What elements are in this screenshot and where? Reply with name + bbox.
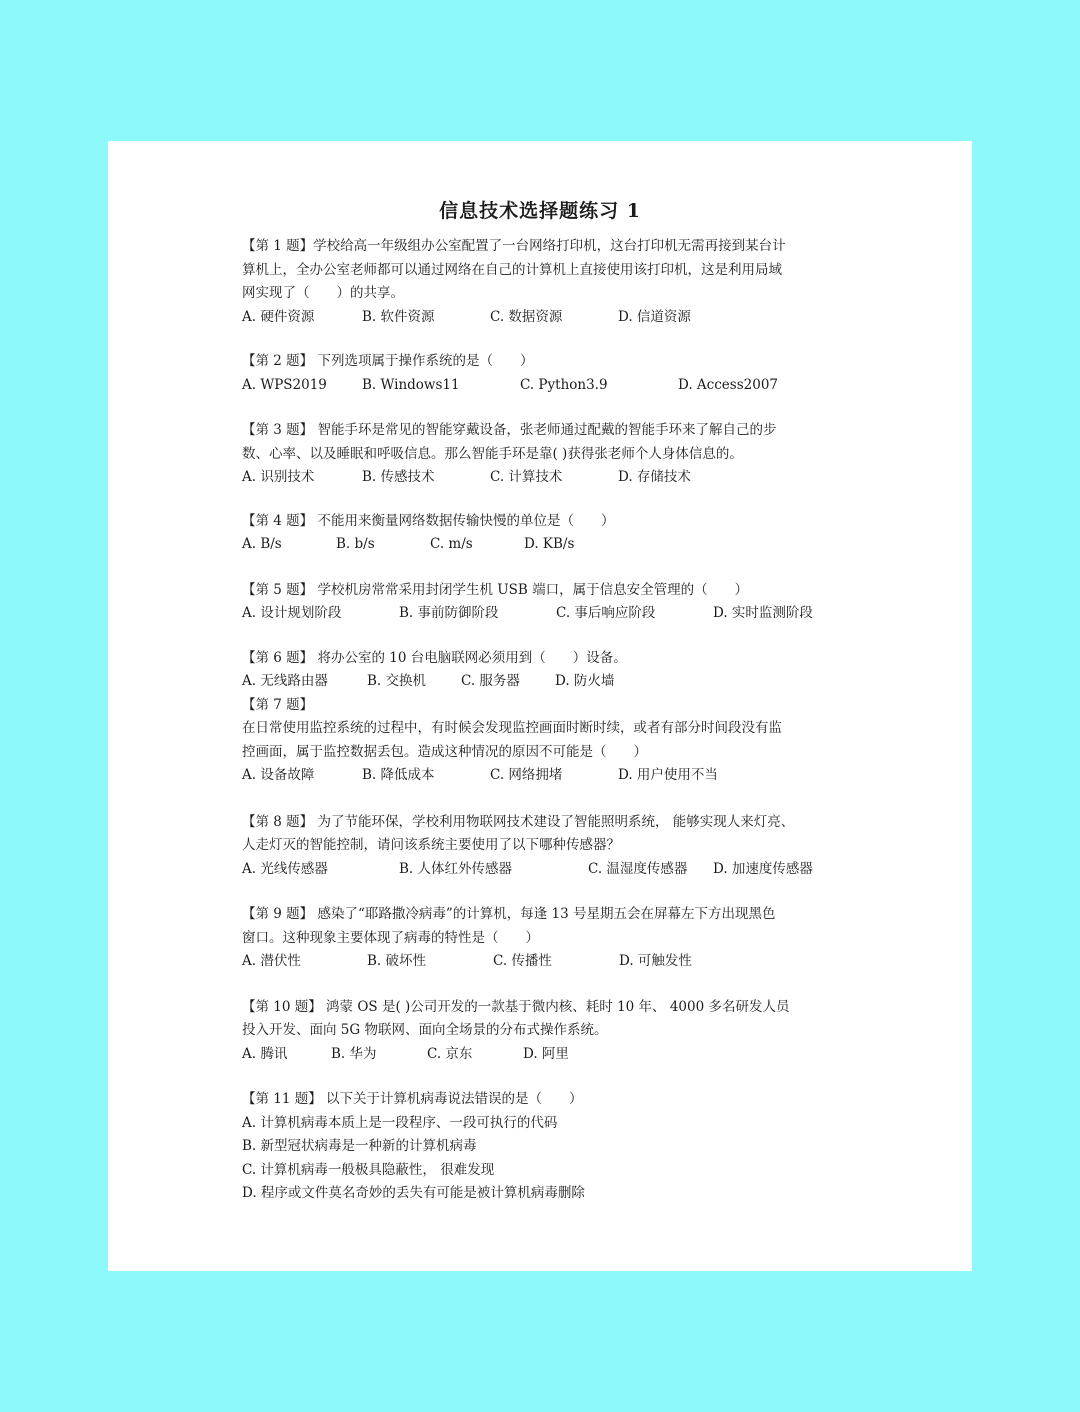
option-row xyxy=(242,306,866,330)
question-4 xyxy=(242,510,866,557)
document-title: 信息技术选择题练习 1 xyxy=(439,200,641,222)
option-a: A. 光线传感器 xyxy=(242,860,328,877)
question-stem-line: 在日常使用监控系统的过程中，有时候会发现监控画面时断时续，或者有部分时间段没有监 xyxy=(242,720,782,736)
option-c: C. 网络拥堵 xyxy=(490,767,563,783)
question-stem-line: 【第 10 题】 鸿蒙 OS 是( )公司开发的一款基于微内核、耗时 10 年、 4000 多名研发人员 xyxy=(242,998,790,1015)
option-c: C. 传播性 xyxy=(493,953,552,969)
option-b: B. 破坏性 xyxy=(367,953,427,969)
question-2 xyxy=(242,350,866,397)
option-d: D. 加速度传感器 xyxy=(713,860,813,877)
option-d: D. 信道资源 xyxy=(618,308,691,325)
question-stem-line: 【第 8 题】 为了节能环保，学校利用物联网技术建设了智能照明系统， 能够实现人来灯亮、 xyxy=(242,813,795,830)
option-c: C. 京东 xyxy=(427,1045,473,1062)
option-b: B. 人体红外传感器 xyxy=(399,860,513,877)
option-c: C. 服务器 xyxy=(461,673,520,689)
option-c: C. 温湿度传感器 xyxy=(588,860,688,877)
option-c: C. 事后响应阶段 xyxy=(556,605,656,621)
option-d: D. 实时监测阶段 xyxy=(713,605,813,621)
question-stem-line: 控画面，属于监控数据丢包。造成这种情况的原因不可能是（ ） xyxy=(242,743,647,760)
option-b: B. 交换机 xyxy=(367,673,427,689)
option-a: A. 潜伏性 xyxy=(242,953,301,969)
option-row xyxy=(242,858,866,882)
question-3 xyxy=(242,419,866,490)
question-6 xyxy=(242,647,866,694)
option-b: B. 新型冠状病毒是一种新的计算机病毒 xyxy=(242,1138,477,1154)
question-1 xyxy=(242,235,866,329)
option-d: D. KB/s xyxy=(524,536,575,552)
option-a: A. 计算机病毒本质上是一段程序、一段可执行的代码 xyxy=(242,1114,558,1131)
question-stem-line: 【第 4 题】 不能用来衡量网络数据传输快慢的单位是（ ） xyxy=(242,512,615,529)
question-stem-line: 【第 2 题】 下列选项属于操作系统的是（ ） xyxy=(242,353,534,369)
option-c: C. 数据资源 xyxy=(490,308,563,325)
question-stem-line: 【第 6 题】 将办公室的 10 台电脑联网必须用到（ ）设备。 xyxy=(242,649,627,666)
option-column xyxy=(242,1112,866,1206)
option-b: B. b/s xyxy=(336,536,375,552)
option-row xyxy=(242,950,866,974)
option-b: B. 事前防御阶段 xyxy=(399,605,499,621)
question-stem-line: 数、心率、以及睡眠和呼吸信息。那么智能手环是靠( )获得张老师个人身体信息的。 xyxy=(242,445,743,462)
option-b: B. 软件资源 xyxy=(362,308,435,325)
option-row xyxy=(242,1043,866,1067)
question-stem-line: 窗口。这种现象主要体现了病毒的特性是（ ） xyxy=(242,929,539,946)
option-d: D. 用户使用不当 xyxy=(618,767,718,783)
option-row xyxy=(242,670,866,694)
option-c: C. 计算机病毒一般极具隐蔽性， 很难发现 xyxy=(242,1161,495,1178)
option-a: A. 设备故障 xyxy=(242,767,315,783)
option-d: D. 可触发性 xyxy=(619,953,692,969)
question-7 xyxy=(242,694,866,788)
option-a: A. 无线路由器 xyxy=(242,673,328,689)
option-a: A. B/s xyxy=(242,536,282,552)
question-stem-line: 网实现了（ ）的共享。 xyxy=(242,285,404,301)
option-d: D. Access2007 xyxy=(678,376,778,393)
option-row xyxy=(242,602,866,626)
option-b: B. 华为 xyxy=(331,1045,377,1062)
question-8 xyxy=(242,811,866,882)
question-stem-line: 【第 1 题】学校给高一年级组办公室配置了一台网络打印机，这台打印机无需再接到某台计 xyxy=(242,238,786,254)
option-a: A. 设计规划阶段 xyxy=(242,605,342,621)
option-row xyxy=(242,764,866,788)
question-stem-line: 【第 3 题】 智能手环是常见的智能穿戴设备，张老师通过配戴的智能手环来了解自己的步 xyxy=(242,422,777,438)
option-c: C. 计算技术 xyxy=(490,469,563,485)
question-stem-line: 【第 7 题】 xyxy=(242,696,314,713)
question-stem-line: 算机上，全办公室老师都可以通过网络在自己的计算机上直接使用该打印机，这是利用局域 xyxy=(242,261,782,278)
option-c: C. m/s xyxy=(430,536,473,552)
question-stem-line: 【第 5 题】 学校机房常常采用封闭学生机 USB 端口，属于信息安全管理的（ ） xyxy=(242,581,749,598)
question-stem-line: 投入开发、面向 5G 物联网、面向全场景的分布式操作系统。 xyxy=(242,1022,608,1038)
question-stem-line: 人走灯灭的智能控制，请问该系统主要使用了以下哪种传感器？ xyxy=(242,837,620,853)
option-a: A. WPS2019 xyxy=(242,376,327,393)
option-d: D. 存储技术 xyxy=(618,469,691,485)
option-b: B. Windows11 xyxy=(362,376,460,393)
option-row xyxy=(242,466,866,490)
option-row xyxy=(242,533,866,557)
option-d: D. 阿里 xyxy=(523,1045,569,1062)
question-9 xyxy=(242,903,866,974)
option-d: D. 防火墙 xyxy=(555,673,615,689)
option-c: C. Python3.9 xyxy=(520,376,608,393)
option-a: A. 硬件资源 xyxy=(242,308,315,325)
question-10 xyxy=(242,996,866,1067)
option-row xyxy=(242,374,866,398)
option-b: B. 降低成本 xyxy=(362,767,435,783)
question-stem-line: 【第 11 题】 以下关于计算机病毒说法错误的是（ ） xyxy=(242,1091,583,1107)
option-d: D. 程序或文件莫名奇妙的丢失有可能是被计算机病毒删除 xyxy=(242,1185,585,1201)
option-b: B. 传感技术 xyxy=(362,469,435,485)
question-list xyxy=(242,235,866,1206)
question-11 xyxy=(242,1088,866,1206)
option-a: A. 腾讯 xyxy=(242,1045,288,1062)
question-5 xyxy=(242,579,866,626)
question-stem-line: 【第 9 题】 感染了“耶路撒冷病毒”的计算机，每逢 13 号星期五会在屏幕左下方出现黑色 xyxy=(242,906,776,922)
option-a: A. 识别技术 xyxy=(242,469,315,485)
